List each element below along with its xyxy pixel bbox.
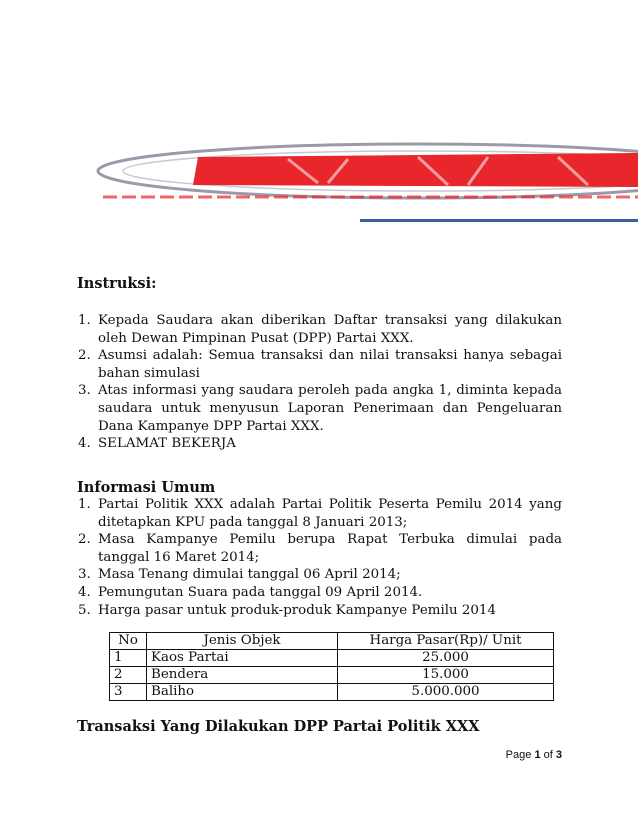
cell-harga: 15.000 xyxy=(338,667,554,684)
list-item: 4. Pemungutan Suara pada tanggal 09 April 2014. xyxy=(78,584,423,600)
table-header-row xyxy=(110,633,554,650)
table-row xyxy=(110,667,554,684)
table-row xyxy=(110,684,554,701)
column-header-jenis-objek: Jenis Objek xyxy=(147,633,338,650)
instruksi-heading: Instruksi: xyxy=(77,275,157,292)
page-number: Page 1 of 3 xyxy=(505,749,562,761)
harga-pasar-table xyxy=(109,632,554,701)
list-item: 1. Partai Politik XXX adalah Partai Politik Peserta Pemilu 2014 yang ditetapkan KPU pada tanggal 8 Januari 2013; xyxy=(78,497,562,530)
cell-no: 1 xyxy=(110,650,147,667)
table-row xyxy=(110,650,554,667)
list-item: 3. Atas informasi yang saudara peroleh pada angka 1, diminta kepada saudara untuk menyusun Laporan Penerimaan dan Pengeluaran Dana Kampanye DPP Partai XXX. xyxy=(78,383,562,434)
column-header-harga: Harga Pasar(Rp)/ Unit xyxy=(338,633,554,650)
list-item: 4. SELAMAT BEKERJA xyxy=(78,436,236,452)
informasi-list xyxy=(78,496,562,619)
informasi-heading: Informasi Umum xyxy=(77,479,216,496)
list-item: 1. Kepada Saudara akan diberikan Daftar transaksi yang dilakukan oleh Dewan Pimpinan Pusat (DPP) Partai XXX. xyxy=(78,313,562,346)
cell-harga: 5.000.000 xyxy=(338,684,554,701)
list-item: 2. Asumsi adalah: Semua transaksi dan nilai transaksi hanya sebagai bahan simulasi xyxy=(78,348,562,381)
list-item: 2. Masa Kampanye Pemilu berupa Rapat Terbuka dimulai pada tanggal 16 Maret 2014; xyxy=(78,532,562,565)
transaksi-heading: Transaksi Yang Dilakukan DPP Partai Politik XXX xyxy=(77,718,480,735)
cell-harga: 25.000 xyxy=(338,650,554,667)
instruksi-list xyxy=(78,312,562,453)
list-item: 3. Masa Tenang dimulai tanggal 06 April 2014; xyxy=(78,567,401,583)
list-item: 5. Harga pasar untuk produk-produk Kampanye Pemilu 2014 xyxy=(78,602,496,618)
cell-nama: Bendera xyxy=(147,667,338,684)
column-header-no: No xyxy=(110,633,147,650)
party-banner-logo-icon xyxy=(88,135,638,227)
cell-nama: Baliho xyxy=(147,684,338,701)
cell-nama: Kaos Partai xyxy=(147,650,338,667)
cell-no: 2 xyxy=(110,667,147,684)
cell-no: 3 xyxy=(110,684,147,701)
